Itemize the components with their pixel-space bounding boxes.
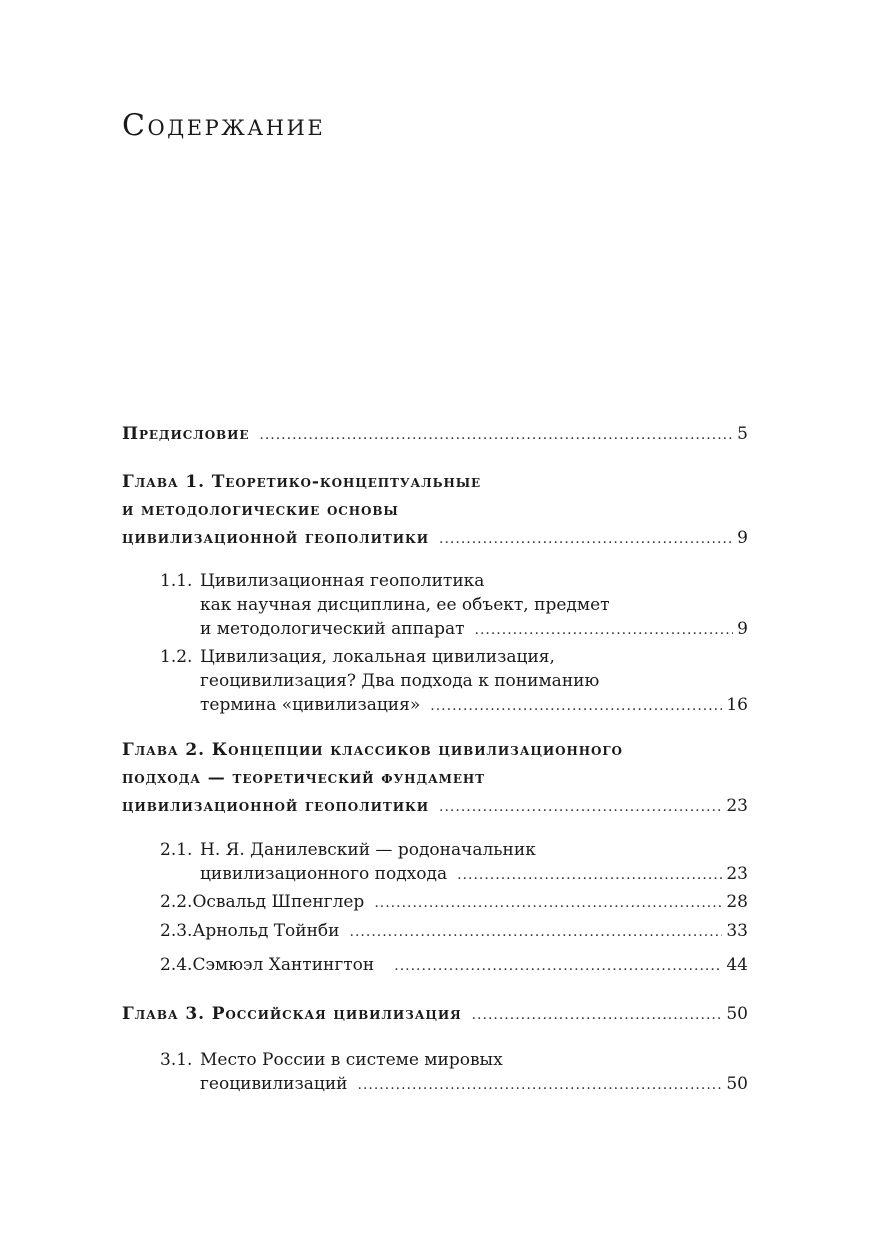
toc-entry-title: Цивилизация, локальная цивилизация, [200,647,555,667]
section-number: 1.1. [160,571,193,591]
toc-entry-section-2-2[interactable] [122,890,748,914]
table-of-contents [122,0,748,1241]
dot-leader [358,1073,723,1097]
section-number: 3.1. [160,1050,193,1070]
toc-entry-section-3-1[interactable] [122,1048,748,1096]
dot-leader [439,793,722,821]
toc-entry-title: Арнольд Тойнби [192,921,340,941]
dot-leader [374,891,722,915]
dot-leader [430,694,722,718]
toc-entry-title: цивилизационной геополитики [122,796,430,816]
toc-entry-title: Цивилизационная геополитика [200,571,485,591]
section-number: 2.4. [160,955,193,975]
toc-entry-title: Освальд Шпенглер [192,892,365,912]
toc-entry-section-2-4[interactable] [122,953,748,977]
toc-page-number: 23 [726,796,748,816]
toc-page-number: 50 [726,1004,748,1024]
toc-entry-section-1-1[interactable] [122,569,748,641]
toc-entry-section-2-1[interactable] [122,838,748,886]
toc-entry-title: цивилизационной геополитики [122,528,430,548]
toc-entry-title: Глава 3. Российская цивилизация [122,1004,462,1024]
toc-entry-title: термина «цивилизация» [200,695,421,715]
toc-entry-title: и методологические основы [122,500,399,520]
toc-page-number: 33 [726,921,748,941]
toc-entry-title: Н. Я. Данилевский — родоначальник [200,840,536,860]
section-number: 2.2. [160,892,193,912]
toc-page-number: 9 [737,619,748,639]
toc-entry-title: Предисловие [122,424,250,444]
toc-page-number: 50 [726,1074,748,1094]
toc-page-number: 23 [726,864,748,884]
toc-page-number: 5 [737,424,748,444]
toc-page-number: 44 [726,955,748,975]
toc-entry-chapter-1[interactable] [122,468,748,552]
toc-page-number: 16 [726,695,748,715]
toc-page-number: 28 [726,892,748,912]
toc-entry-title: как научная дисциплина, ее объект, предмет [200,595,610,615]
toc-entry-preface[interactable] [122,420,748,448]
dot-leader [350,920,723,944]
section-number: 2.1. [160,840,193,860]
toc-entry-title: геоцивилизация? Два подхода к пониманию [200,671,600,691]
toc-entry-title: геоцивилизаций [200,1074,348,1094]
dot-leader [457,863,722,887]
toc-entry-title: Место России в системе мировых [200,1050,503,1070]
section-number: 2.3. [160,921,193,941]
dot-leader [394,954,722,978]
toc-entry-title: Сэмюэл Хантингтон [192,955,375,975]
toc-entry-title: и методологический аппарат [200,619,465,639]
page-title: Содержание [122,108,326,143]
toc-page-number: 9 [737,528,748,548]
toc-entry-section-2-3[interactable] [122,919,748,943]
toc-entry-title: Глава 2. Концепции классиков цивилизационного [122,740,623,760]
section-number: 1.2. [160,647,193,667]
dot-leader [475,618,734,642]
dot-leader [259,421,733,449]
toc-entry-chapter-3[interactable] [122,1000,748,1028]
dot-leader [472,1001,723,1029]
toc-entry-chapter-2[interactable] [122,736,748,820]
toc-entry-title: цивилизационного подхода [200,864,448,884]
toc-entry-title: подхода — теоретический фундамент [122,768,485,788]
dot-leader [439,525,733,553]
toc-entry-title: Глава 1. Теоретико-концептуальные [122,472,482,492]
toc-entry-section-1-2[interactable] [122,645,748,717]
